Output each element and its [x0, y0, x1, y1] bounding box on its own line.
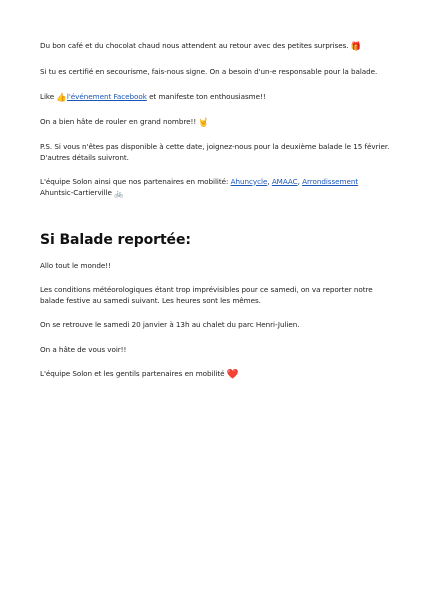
paragraph-weather: Les conditions météorologiques étant trop imprévisibles pour ce samedi, on va reporter notre balade festive au samedi suivant. Les heures sont les mêmes.: [40, 284, 373, 305]
horns-hand-icon: 🤘: [198, 118, 209, 128]
amaac-link[interactable]: AMAAC: [271, 176, 298, 186]
ahuncycle-link[interactable]: Ahuncycle: [230, 176, 268, 186]
document-page: [40, 40, 390, 379]
paragraph-partners: L'équipe Solon ainsi que nos partenaires en mobilité: Ahuncycle, AMAAC, Arrondissement Ahuntsic-Cartierville 🚲: [40, 176, 359, 198]
paragraph-surprises: Du bon café et du chocolat chaud nous attendent au retour avec des petites surprises. 🎁: [40, 41, 362, 52]
paragraph-ride: On a bien hâte de rouler en grand nombre!! 🤘: [40, 117, 209, 128]
paragraph-facebook: Like 👍l'événement Facebook et manifeste ton enthousiasme!!: [40, 91, 266, 103]
arrondissement-link[interactable]: Arrondissement: [302, 176, 359, 186]
thumbs-up-icon: 👍: [56, 92, 67, 103]
paragraph-see-you: On a hâte de vous voir!!: [40, 344, 127, 354]
paragraph-new-date: On se retrouve le samedi 20 janvier à 13h au chalet du parc Henri-Julien.: [40, 319, 300, 329]
section-heading-postponed: Si Balade reportée:: [40, 231, 191, 248]
paragraph-signature: L'équipe Solon et les gentils partenaires en mobilité ❤️: [40, 368, 239, 380]
facebook-event-link[interactable]: l'événement Facebook: [66, 91, 147, 101]
paragraph-first-aid: Si tu es certifié en secourisme, fais-nous signe. On a besoin d'un-e responsable pour la balade.: [40, 66, 378, 76]
bicycle-icon: 🚲: [114, 188, 124, 198]
paragraph-greeting: Allo tout le monde!!: [40, 260, 111, 270]
heart-icon: ❤️: [226, 368, 239, 380]
paragraph-ps: P.S. Si vous n'êtes pas disponible à cette date, joignez-nous pour la deuxième balade le 15 février. D'autres détails suivront.: [40, 141, 390, 162]
gift-icon: 🎁: [350, 42, 362, 52]
